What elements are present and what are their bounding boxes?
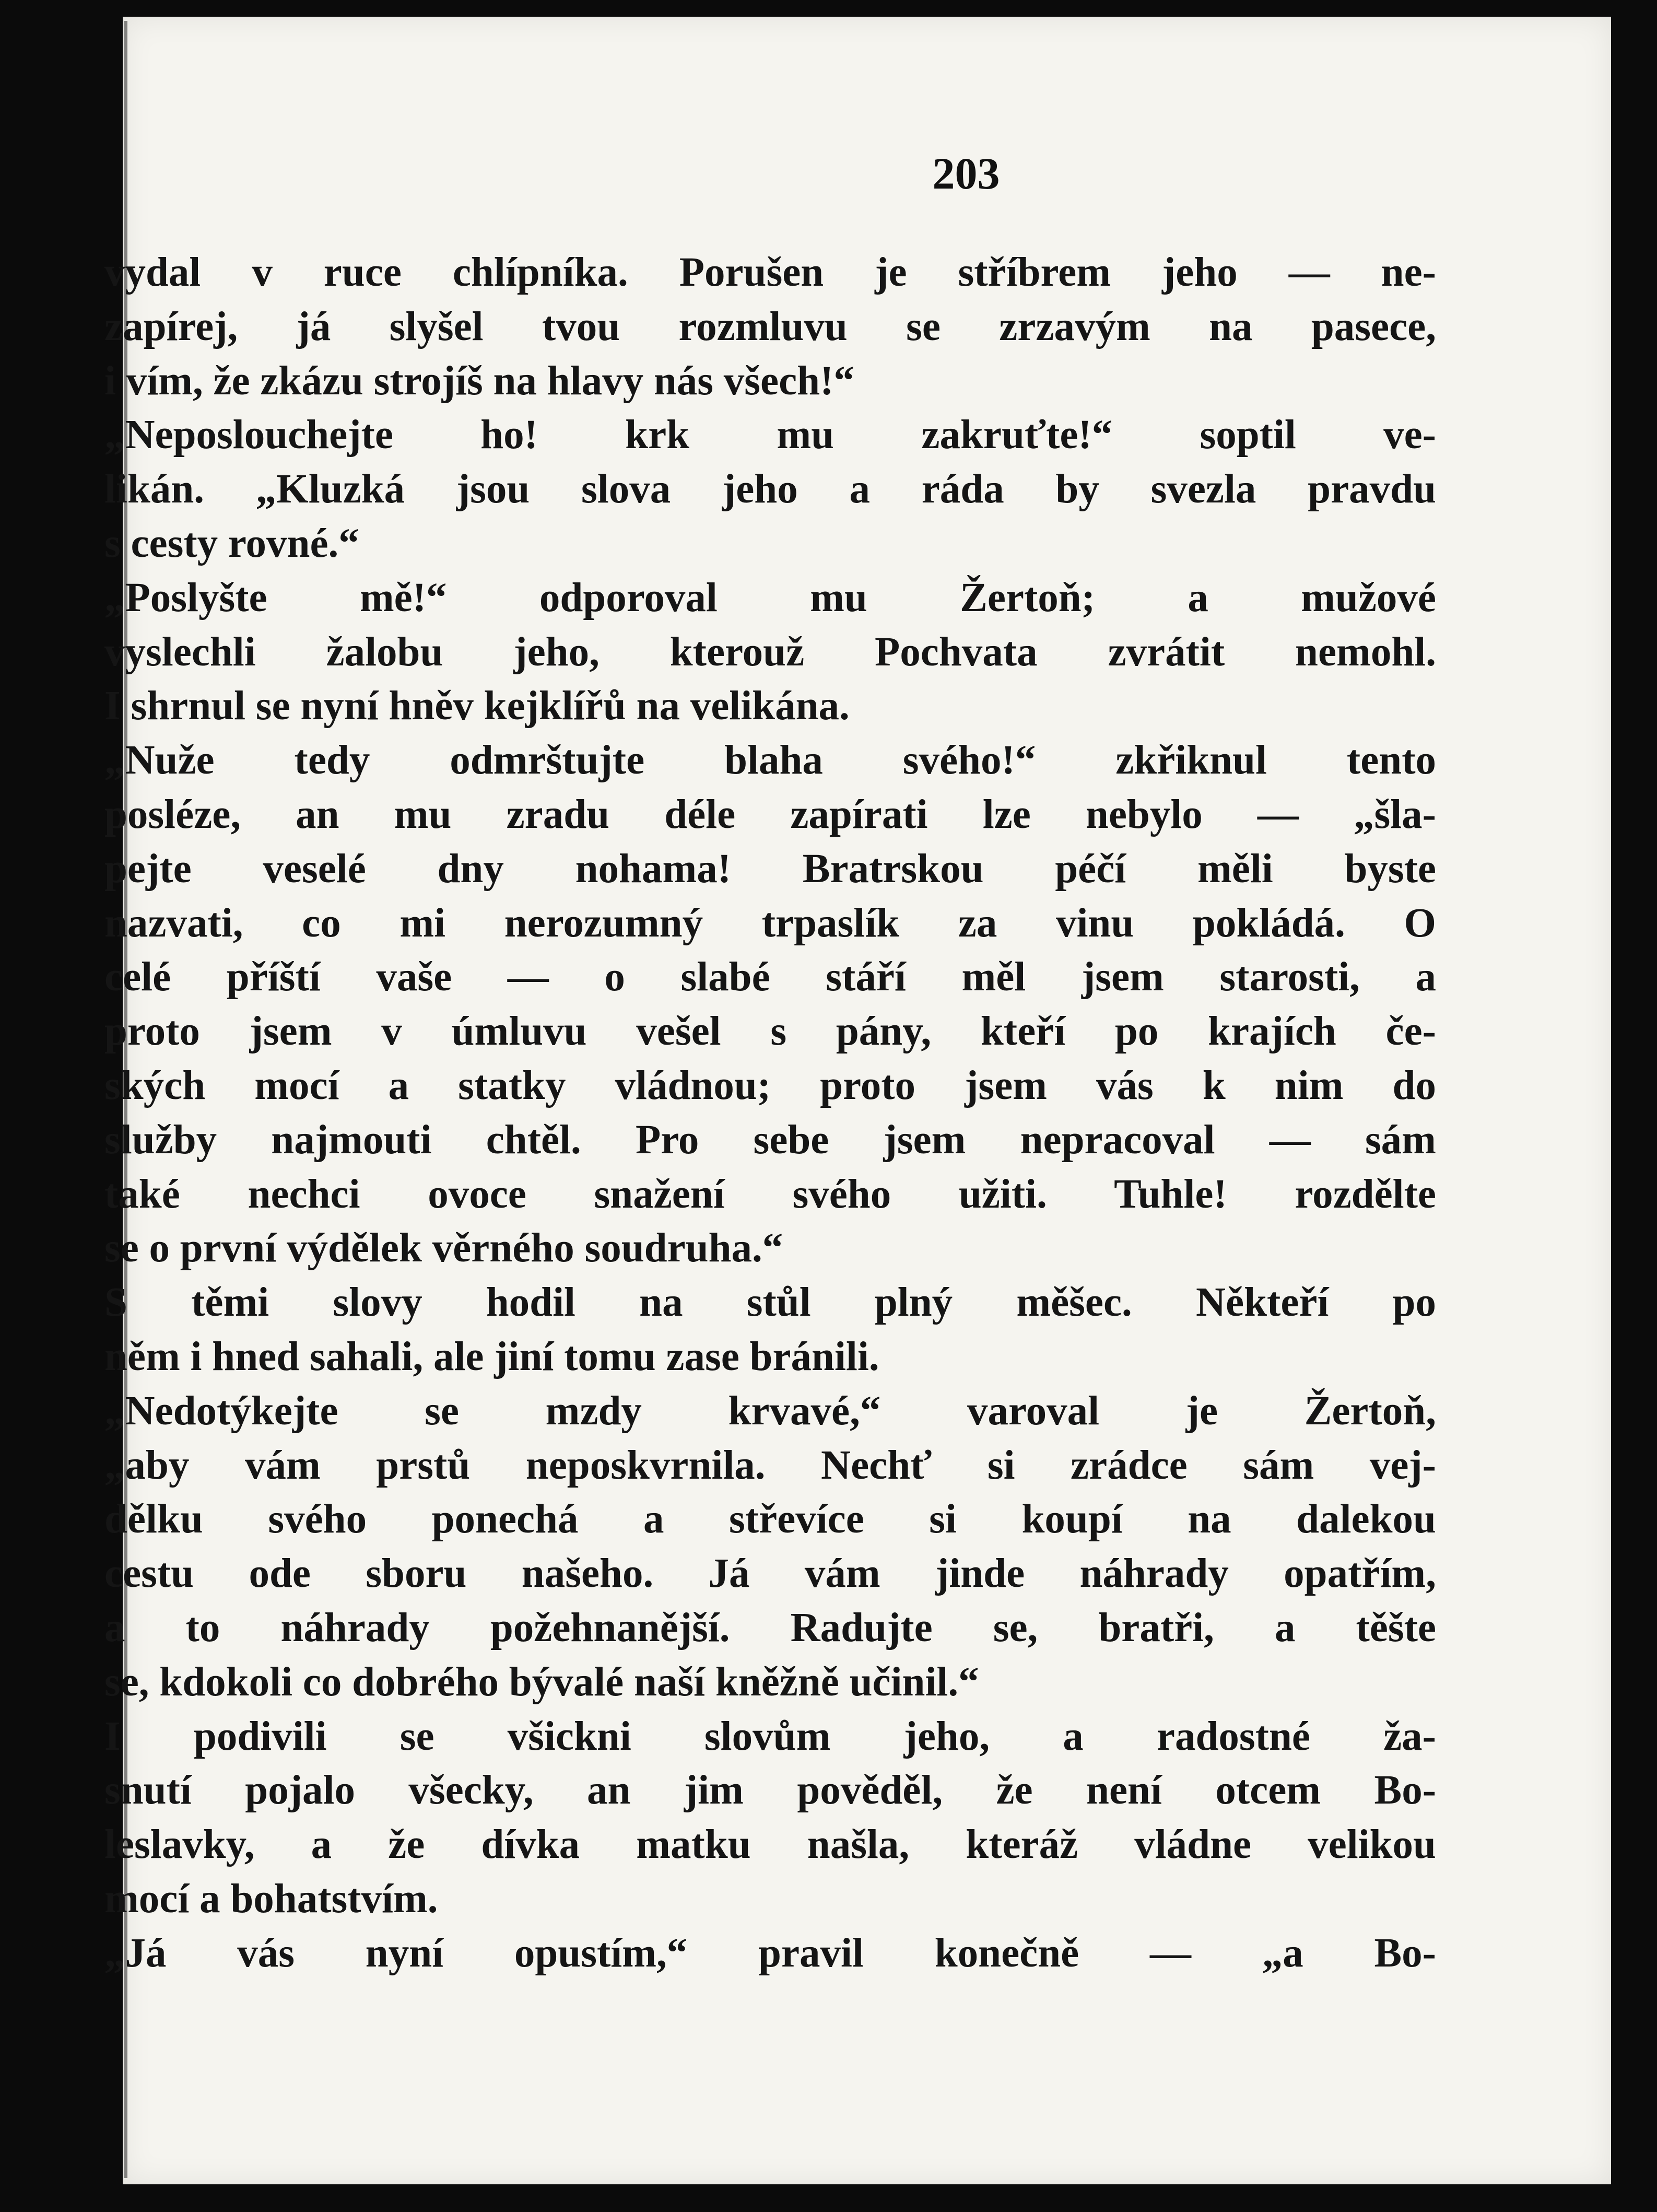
text-line: likán. „Kluzká jsou slova jeho a ráda by svezla pravdu [104,466,1436,512]
text-line: se o první výdělek věrného soudruha.“ [104,1225,783,1271]
text-line: celé příští vaše — o slabé stáří měl jsem starosti, a [104,954,1436,1000]
text-line: a to náhrady požehnanější. Radujte se, bratři, a těšte [104,1605,1436,1651]
text-line: dělku svého ponechá a střevíce si koupí na dalekou [104,1496,1436,1542]
text-line: nazvati, co mi nerozumný trpaslík za vinu pokládá. O [104,900,1436,946]
text-line: „Já vás nyní opustím,“ pravil konečně — „a Bo- [104,1930,1436,1976]
text-line: také nechci ovoce snažení svého užiti. Tuhle! rozdělte [104,1171,1436,1217]
text-line: pejte veselé dny nohama! Bratrskou péčí měli byste [104,846,1436,892]
text-line: I podivili se všickni slovům jeho, a radostné ža- [104,1713,1436,1759]
text-line: „Neposlouchejte ho! krk mu zakruťte!“ soptil ve- [104,412,1436,458]
text-line: vyslechli žalobu jeho, kterouž Pochvata zvrátit nemohl. [104,629,1436,675]
text-line: s cesty rovné.“ [104,520,359,566]
text-line: „Nuže tedy odmrštujte blaha svého!“ zkřiknul tento [104,738,1436,783]
text-line: zapírej, já slyšel tvou rozmluvu se zrzavým na pasece, [104,303,1436,349]
text-line: posléze, an mu zradu déle zapírati lze nebylo — „šla- [104,791,1436,837]
text-line: snutí pojalo všecky, an jim pověděl, že není otcem Bo- [104,1768,1436,1813]
text-line: služby najmouti chtěl. Pro sebe jsem nepracoval — sám [104,1117,1436,1163]
text-line: mocí a bohatstvím. [104,1876,438,1922]
text-line: „Poslyšte mě!“ odporoval mu Žertoň; a mužové [104,575,1436,621]
text-line: ských mocí a statky vládnou; proto jsem vás k nim do [104,1062,1436,1108]
text-line: „aby vám prstů neposkvrnila. Nechť si zrádce sám vej- [104,1442,1436,1488]
text-line: i vím, že zkázu strojíš na hlavy nás všech!“ [104,358,854,404]
text-line: „Nedotýkejte se mzdy krvavé,“ varoval je Žertoň, [104,1388,1436,1434]
text-line: vydal v ruce chlípníka. Porušen je stříbrem jeho — ne- [104,250,1436,295]
text-line: se, kdokoli co dobrého bývalé naší kněžně učinil.“ [104,1659,979,1705]
text-line: něm i hned sahali, ale jiní tomu zase bránili. [104,1333,879,1379]
text-line: S těmi slovy hodil na stůl plný měšec. Někteří po [104,1280,1436,1326]
text-line: proto jsem v úmluvu vešel s pány, kteří po krajích če- [104,1009,1436,1055]
body-text [104,245,1436,1981]
text-line: leslavky, a že dívka matku našla, kteráž vládne velikou [104,1822,1436,1868]
text-line: I shrnul se nyní hněv kejklířů na velikána. [104,683,850,729]
text-line: cestu ode sboru našeho. Já vám jinde náhrady opatřím, [104,1551,1436,1597]
page-number: 203 [932,148,1000,198]
